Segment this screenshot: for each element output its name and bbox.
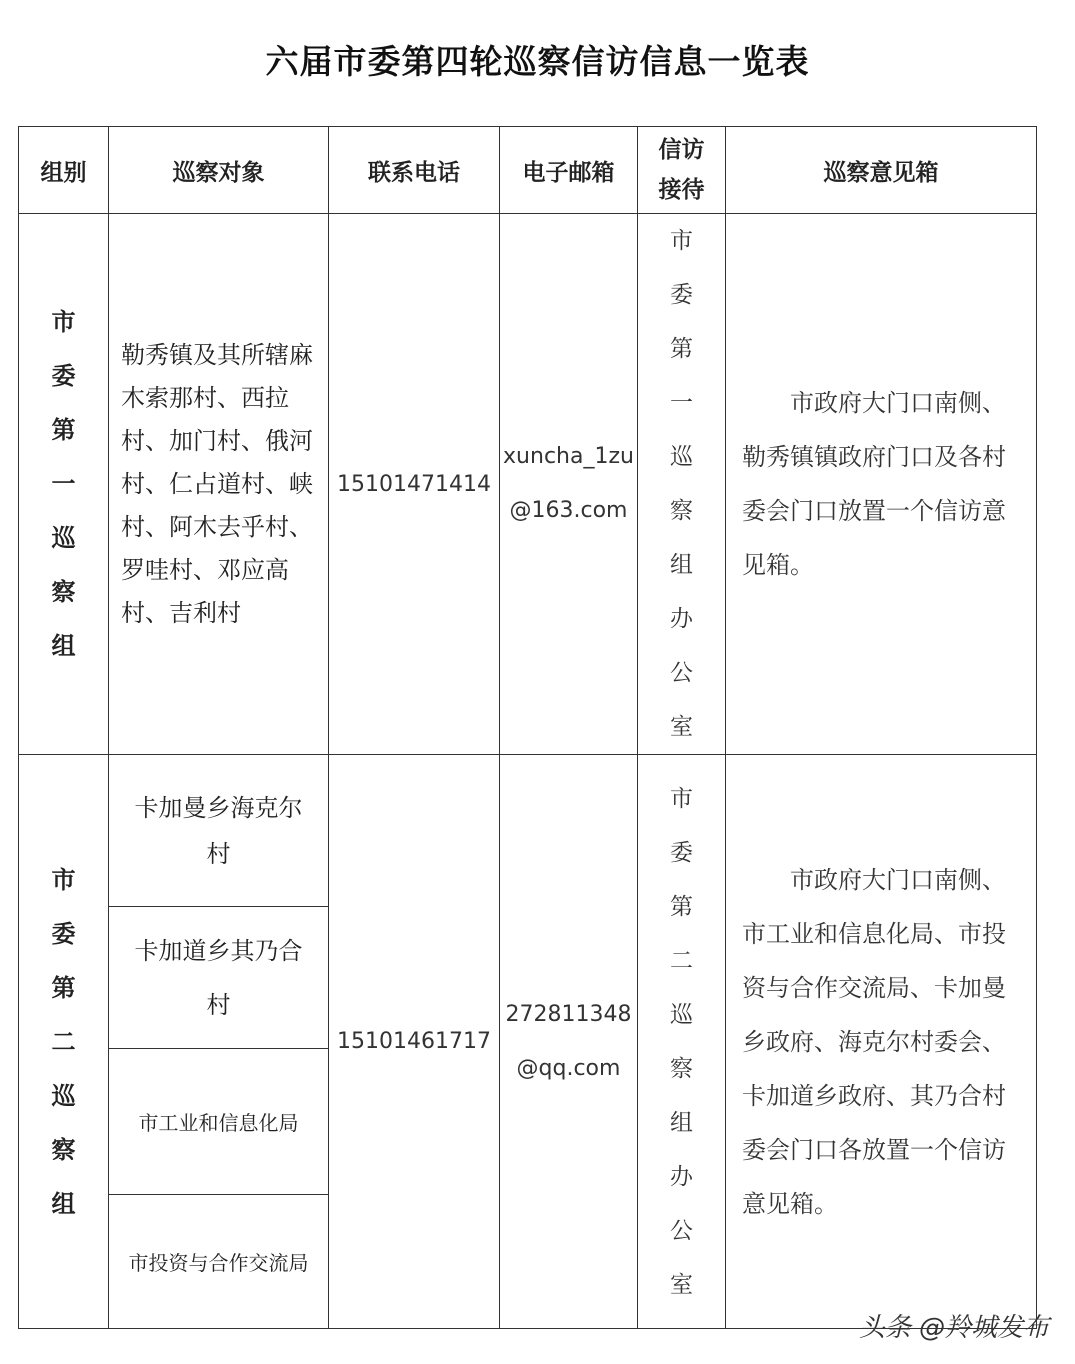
- header-group: 组别: [19, 127, 109, 214]
- watermark-brand: 头条: [858, 1313, 911, 1343]
- target-cell: [109, 1195, 329, 1329]
- header-phone: 联系电话: [329, 127, 500, 214]
- email-cell: xuncha_1zu@163.com: [500, 214, 638, 755]
- group-cell: [19, 755, 109, 1329]
- reception-cell: [638, 214, 726, 755]
- phone-cell: 15101461717: [329, 755, 500, 1329]
- group-name: 市 委 第 二 巡 察 组: [51, 865, 76, 1218]
- target-item: 卡加曼乡海克尔村: [134, 793, 303, 868]
- header-row: [19, 127, 1037, 214]
- group-cell: [19, 214, 109, 755]
- table-row: [19, 214, 1037, 755]
- header-reception: 信访 接待: [638, 127, 726, 214]
- watermark-account: @羚城发布: [918, 1313, 1049, 1343]
- mailbox-cell: [726, 214, 1037, 755]
- header-email: 电子邮箱: [500, 127, 638, 214]
- target-cell: [109, 214, 329, 755]
- table-row: [19, 755, 1037, 907]
- target-item: 市投资与合作交流局: [128, 1251, 309, 1275]
- target-item: 卡加道乡其乃合村: [134, 936, 303, 1019]
- target-cell: [109, 907, 329, 1049]
- reception-cell: [638, 755, 726, 1329]
- mailbox-description: 市政府大门口南侧、勒秀镇镇政府门口及各村委会门口放置一个信访意见箱。: [742, 389, 1006, 579]
- mailbox-cell: [726, 755, 1037, 1329]
- header-mailbox: 巡察意见箱: [726, 127, 1037, 214]
- watermark: [859, 1307, 1049, 1344]
- target-item: 市工业和信息化局: [138, 1111, 299, 1135]
- reception-office: 市 委 第 二 巡 察 组 办 公 室: [670, 785, 693, 1298]
- page-title: 六届市委第四轮巡察信访信息一览表: [265, 42, 810, 81]
- header-target: 巡察对象: [109, 127, 329, 214]
- target-cell: [109, 1049, 329, 1195]
- group-name: 市 委 第 一 巡 察 组: [51, 308, 76, 660]
- target-list: 勒秀镇及其所辖麻木索那村、西拉村、加门村、俄河村、仁占道村、峡村、阿木去乎村、罗哇村、邓应高村、吉利村: [121, 340, 313, 627]
- petition-info-table: [18, 126, 1037, 1329]
- mailbox-description: 市政府大门口南侧、市工业和信息化局、市投资与合作交流局、卡加曼乡政府、海克尔村委会、卡加道乡政府、其乃合村委会门口各放置一个信访意见箱。: [742, 865, 1006, 1218]
- target-cell: [109, 755, 329, 907]
- phone-cell: 15101471414: [329, 214, 500, 755]
- reception-office: 市 委 第 一 巡 察 组 办 公 室: [670, 228, 693, 740]
- email-cell: 272811348@qq.com: [500, 755, 638, 1329]
